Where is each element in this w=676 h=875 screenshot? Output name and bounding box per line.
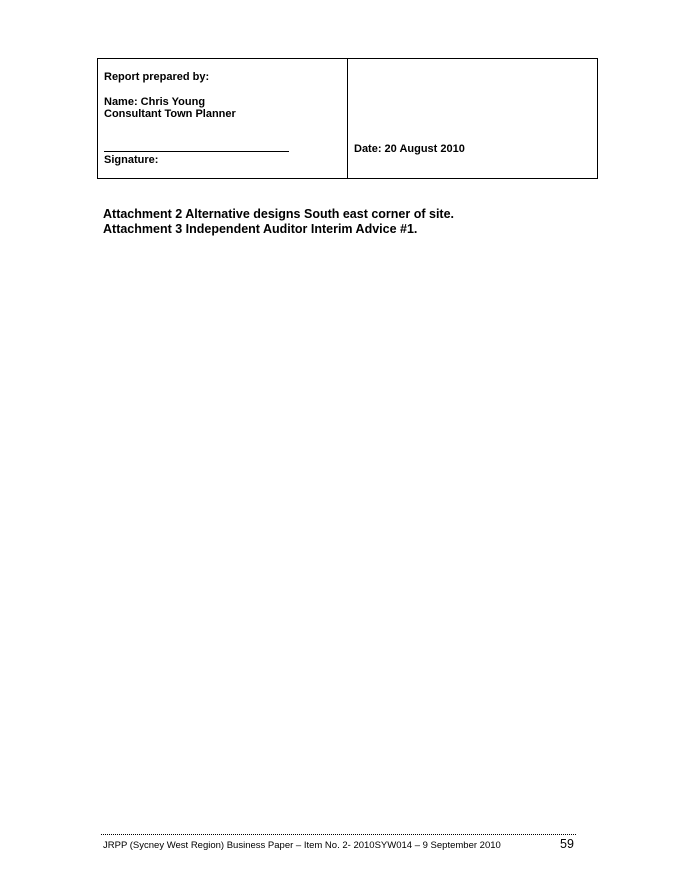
- signature-cell-right: [348, 59, 597, 178]
- signature-label: Signature:: [104, 154, 159, 166]
- footer-divider: [101, 834, 576, 835]
- page-number: 59: [560, 837, 574, 851]
- signature-table: [97, 58, 598, 179]
- signature-cell-left: [98, 59, 348, 178]
- prepared-by-label: Report prepared by:: [104, 71, 210, 83]
- attachment-2: Attachment 2 Alternative designs South east corner of site.: [103, 207, 455, 221]
- report-date: Date: 20 August 2010: [354, 143, 465, 155]
- footer-text: JRPP (Sycney West Region) Business Paper – Item No. 2- 2010SYW014 – 9 September 2010: [103, 840, 501, 851]
- preparer-title: Consultant Town Planner: [104, 108, 236, 120]
- preparer-name: Name: Chris Young: [104, 96, 206, 108]
- attachment-3: Attachment 3 Independent Auditor Interim Advice #1.: [103, 222, 418, 236]
- signature-line: [104, 151, 289, 152]
- attachments-list: [103, 207, 454, 237]
